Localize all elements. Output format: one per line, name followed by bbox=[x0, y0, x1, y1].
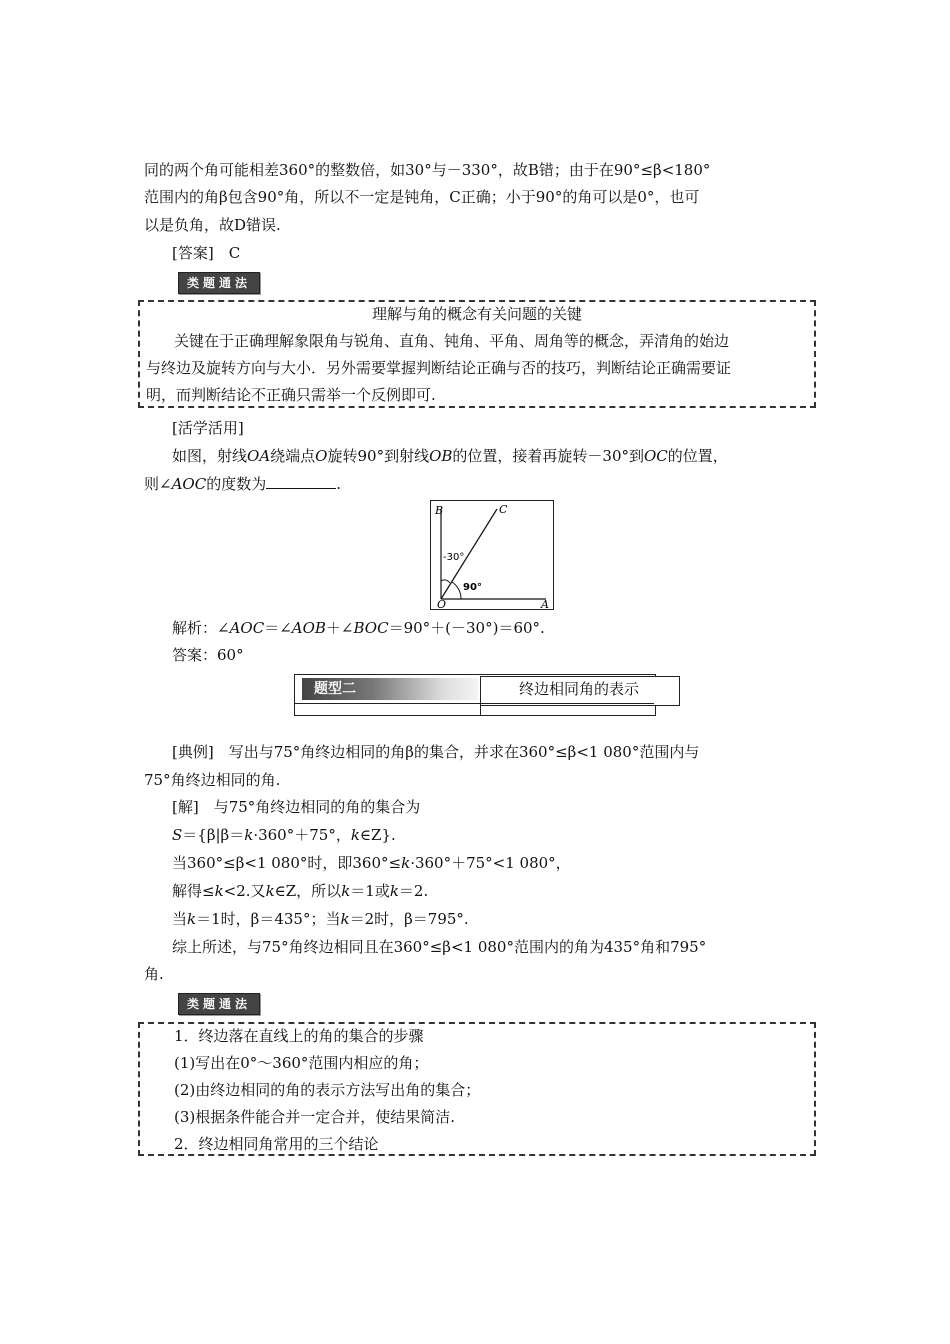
example-line: 75°角终边相同的角. bbox=[144, 771, 281, 789]
example-set: S＝{β|β＝k·360°＋75°，k∈Z}. bbox=[172, 826, 396, 844]
example-cases: 当k＝1时，β＝435°；当k＝2时，β＝795°. bbox=[172, 910, 469, 928]
example-conclusion: 角. bbox=[144, 965, 164, 983]
label-B: B bbox=[435, 504, 444, 517]
type2-badge: 题型二 bbox=[314, 681, 356, 697]
label-neg30: -30° bbox=[443, 552, 465, 563]
arc-neg30 bbox=[441, 580, 450, 583]
box-title: 理解与角的概念有关问题的关键 bbox=[371, 305, 582, 323]
box-text-line: 关键在于正确理解象限角与锐角、直角、钝角、平角、周角等的概念，弄清角的始边 bbox=[174, 332, 730, 350]
label-O: O bbox=[437, 598, 447, 609]
arc-90 bbox=[452, 582, 461, 599]
example-sol-header: [解] 与75°角终边相同的角的集合为 bbox=[172, 798, 421, 816]
steps-box bbox=[138, 1022, 816, 1156]
angle-diagram bbox=[431, 501, 553, 609]
box-text-line: 与终边及旋转方向与大小．另外需要掌握判断结论正确与否的技巧，判断结论正确需要证 bbox=[146, 359, 732, 377]
example-when: 当360°≤β<1 080°时，即360°≤k·360°＋75°<1 080°， bbox=[172, 854, 571, 872]
box-text-line: 明，而判断结论不正确只需举一个反例即可. bbox=[146, 386, 436, 404]
practice-header: [活学活用] bbox=[172, 419, 244, 437]
type2-title: 终边相同角的表示 bbox=[518, 680, 639, 698]
example-line: [典例] 写出与75°角终边相同的角β的集合，并求在360°≤β<1 080°范围内与 bbox=[172, 743, 700, 761]
example-solve: 解得≤k<2.又k∈Z，所以k＝1或k＝2. bbox=[172, 882, 429, 900]
text-line: 范围内的角β包含90°角，所以不一定是钝角，C正确；小于90°的角可以是0°，也可 bbox=[144, 188, 700, 206]
angle-figure bbox=[430, 500, 554, 610]
method-badge: 类题通法 bbox=[178, 993, 260, 1015]
text-line: 同的两个角可能相差360°的整数倍，如30°与－330°，故B错；由于在90°≤β<180° bbox=[144, 161, 711, 179]
question-line: 则∠AOC的度数为 . bbox=[144, 475, 341, 493]
question-line: 如图，射线OA绕端点O旋转90°到射线OB的位置，接着再旋转－30°到OC的位置， bbox=[172, 447, 728, 465]
method-badge: 类题通法 bbox=[178, 272, 260, 294]
label-A: A bbox=[541, 598, 549, 609]
label-90: 90° bbox=[463, 582, 482, 593]
answer-line: [答案] C bbox=[172, 244, 241, 262]
box-text-line: (3)根据条件能合并一定合并，使结果简洁. bbox=[174, 1108, 456, 1126]
box-text-line: 2．终边相同角常用的三个结论 bbox=[174, 1135, 379, 1153]
box-text-line: (1)写出在0°～360°范围内相应的角； bbox=[174, 1054, 429, 1072]
solution-answer: 答案：60° bbox=[172, 646, 244, 664]
solution-line: 解析：∠AOC＝∠AOB＋∠BOC＝90°＋(－30°)＝60°. bbox=[172, 619, 545, 637]
example-conclusion: 综上所述，与75°角终边相同且在360°≤β<1 080°范围内的角为435°角和795° bbox=[172, 938, 707, 956]
text-line: 以是负角，故D错误. bbox=[144, 216, 281, 234]
box-text-line: (2)由终边相同的角的表示方法写出角的集合； bbox=[174, 1081, 481, 1099]
label-C: C bbox=[499, 503, 508, 516]
key-points-box bbox=[138, 300, 816, 408]
box-text-line: 1．终边落在直线上的角的集合的步骤 bbox=[174, 1027, 424, 1045]
answer-blank bbox=[266, 474, 336, 489]
section-header-type2 bbox=[294, 674, 680, 716]
